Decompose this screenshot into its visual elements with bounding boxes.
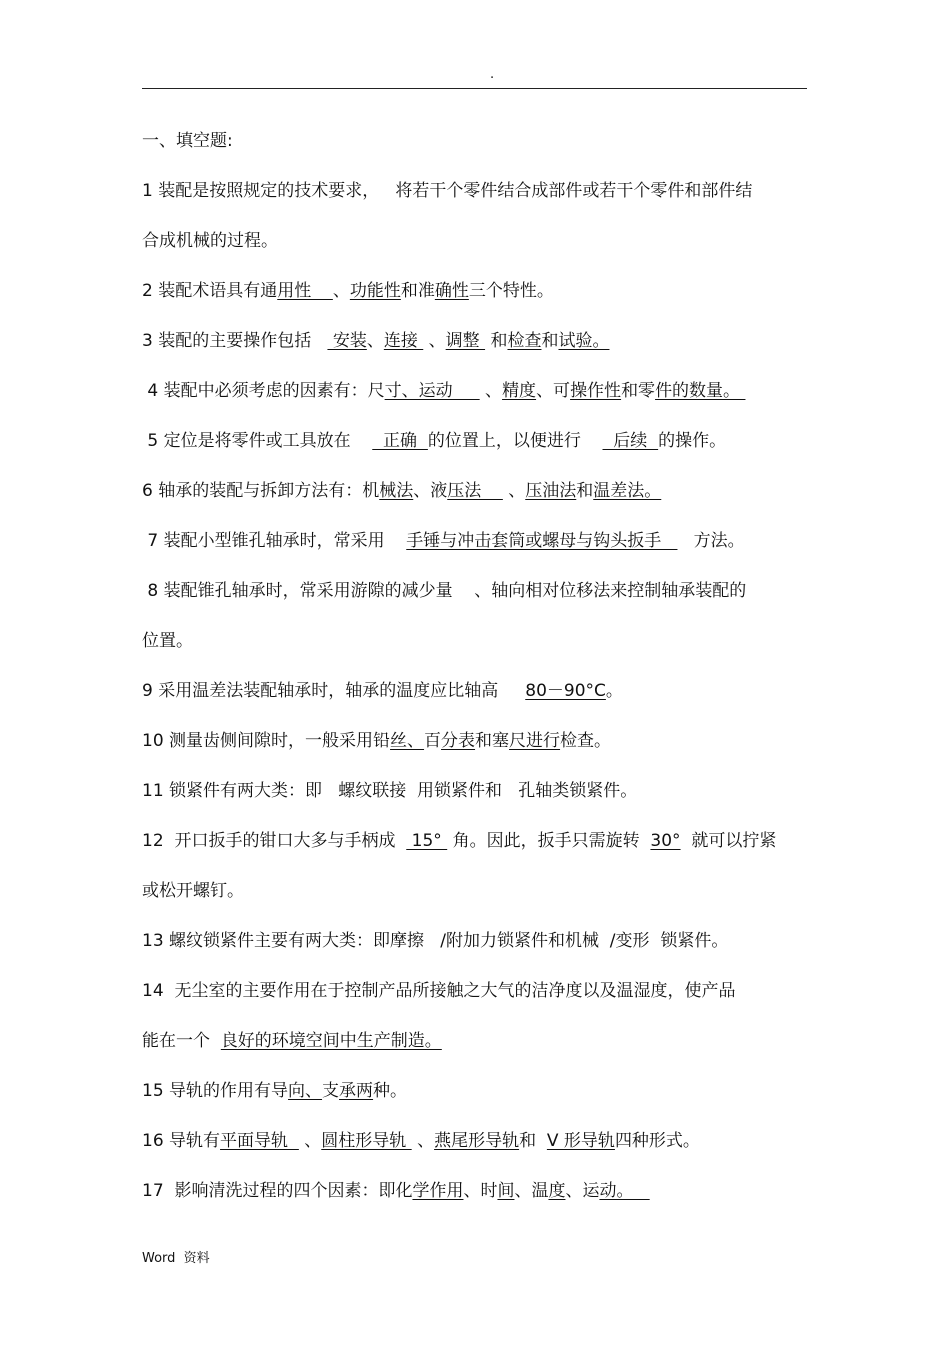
line-text: 11 锁紧件有两大类：即 螺纹联接 用锁紧件和 孔轴类锁紧件。 xyxy=(142,781,638,801)
line-text: 和 xyxy=(541,331,559,351)
answer-blank: 连接 xyxy=(383,331,424,351)
line-text: 7 装配小型锥孔轴承时，常采用 xyxy=(142,531,407,551)
answer-blank: 检查 xyxy=(507,331,542,351)
answer-blank: 丝、 xyxy=(390,731,425,751)
answer-blank: 精度 xyxy=(502,381,537,401)
line-text: 13 螺纹锁紧件主要有两大类：即摩擦 /附加力锁紧件和机械 /变形 锁紧件。 xyxy=(142,931,729,951)
line-text: 、 xyxy=(298,1131,322,1151)
answer-blank: 械法 xyxy=(379,481,414,501)
answer-blank: 承两 xyxy=(339,1081,374,1101)
answer-blank: 良好的环境空间中生产制造。 xyxy=(220,1031,442,1051)
answer-blank: 15° xyxy=(406,831,448,851)
answer-blank: 压油法 xyxy=(525,481,577,501)
answer-blank: 燕尾形导轨 xyxy=(434,1131,520,1151)
line-text: 12 开口扳手的钳口大多与手柄成 xyxy=(142,831,407,851)
line-text: 和 xyxy=(485,331,508,351)
text-line xyxy=(142,130,233,152)
answer-blank: 间 xyxy=(497,1181,515,1201)
line-text: 和 xyxy=(519,1131,547,1151)
line-text: 5 定位是将零件或工具放在 xyxy=(142,431,373,451)
line-text: 和准 xyxy=(400,281,435,301)
line-text: 百 xyxy=(424,731,442,751)
text-line xyxy=(142,880,244,902)
answer-blank: 安装 xyxy=(327,331,367,351)
text-line xyxy=(142,780,637,802)
line-text: 2 装配术语具有通 xyxy=(142,281,278,301)
answer-blank: 平面导轨 xyxy=(220,1131,299,1151)
line-text: 就可以拧紧 xyxy=(680,831,777,851)
answer-blank: 圆柱形导轨 xyxy=(321,1131,412,1151)
text-line xyxy=(142,280,554,302)
line-text: 、运 xyxy=(565,1181,600,1201)
line-text: 位置。 xyxy=(142,631,193,651)
answer-blank: 调整 xyxy=(445,331,486,351)
text-line xyxy=(142,1030,442,1052)
text-line xyxy=(142,1180,650,1202)
text-line xyxy=(142,380,745,402)
footer-label: Word 资料 xyxy=(142,1251,210,1266)
line-text: 1 装配是按照规定的技术要求， 将若干个零件结合成部件或若干个零件和部件结 xyxy=(142,181,753,201)
text-line xyxy=(142,930,728,952)
answer-blank: 确性 xyxy=(434,281,469,301)
line-text: 、 xyxy=(366,331,384,351)
line-text: 、 xyxy=(423,331,446,351)
line-text: 或松开螺钉。 xyxy=(142,881,244,901)
answer-blank: 温差法。 xyxy=(593,481,662,501)
answer-blank: 件的数量。 xyxy=(655,381,746,401)
answer-blank: 操作性 xyxy=(570,381,622,401)
text-line xyxy=(142,730,611,752)
answer-blank: 学作用 xyxy=(412,1181,464,1201)
line-text: 9 采用温差法装配轴承时，轴承的温度应比轴高 xyxy=(142,681,526,701)
line-text: 、温 xyxy=(514,1181,549,1201)
text-line xyxy=(142,1080,407,1102)
answer-blank: 手锤与冲击套筒或螺母与钩头扳手 xyxy=(406,531,678,551)
text-line xyxy=(142,430,726,452)
line-text: 种。 xyxy=(373,1081,408,1101)
line-text: 和塞 xyxy=(475,731,510,751)
header-mark: . xyxy=(490,67,495,82)
text-line xyxy=(142,980,735,1002)
line-text: 一、填空题: xyxy=(142,131,233,151)
answer-blank: 80－90°C xyxy=(525,681,606,701)
answer-blank: 后续 xyxy=(602,431,659,451)
answer-blank: 功能性 xyxy=(349,281,401,301)
line-text: 、可 xyxy=(536,381,571,401)
line-text: 10 测量齿侧间隙时，一般采用铅 xyxy=(142,731,391,751)
answer-blank: 压法 xyxy=(447,481,503,501)
line-text: 、 xyxy=(479,381,503,401)
line-text: 4 装配中必须考虑的因素有：尺 xyxy=(142,381,385,401)
line-text: 、 xyxy=(502,481,526,501)
answer-blank: 寸、运动 xyxy=(384,381,480,401)
text-line xyxy=(142,530,745,552)
line-text: 三个特性。 xyxy=(468,281,554,301)
line-text: 16 导轨有 xyxy=(142,1131,221,1151)
answer-blank: 尺进行 xyxy=(509,731,561,751)
line-text: 角。因此，扳手只需旋转 xyxy=(447,831,651,851)
text-line xyxy=(142,580,746,602)
text-line xyxy=(142,680,623,702)
text-line xyxy=(142,330,609,352)
line-text: 四种形式。 xyxy=(614,1131,700,1151)
answer-blank: 用性 xyxy=(277,281,333,301)
answer-blank: 正确 xyxy=(372,431,428,451)
line-text: 6 轴承的装配与拆卸方法有：机 xyxy=(142,481,380,501)
header-rule xyxy=(142,88,807,89)
line-text: 14 无尘室的主要作用在于控制产品所接触之大气的洁净度以及温湿度，使产品 xyxy=(142,981,736,1001)
answer-blank: 试验。 xyxy=(558,331,610,351)
line-text: 和 xyxy=(576,481,594,501)
line-text: 。 xyxy=(605,681,623,701)
line-text: 的操作。 xyxy=(658,431,727,451)
answer-blank: 向、 xyxy=(288,1081,323,1101)
line-text: 17 影响清洗过程的四个因素：即化 xyxy=(142,1181,413,1201)
line-text: 、液 xyxy=(413,481,448,501)
answer-blank: 度 xyxy=(548,1181,566,1201)
answer-blank: 30° xyxy=(650,831,681,851)
line-text: 8 装配锥孔轴承时，常采用游隙的减少量 、轴向相对位移法来控制轴承装配的 xyxy=(142,581,747,601)
text-line xyxy=(142,480,661,502)
line-text: 3 装配的主要操作包括 xyxy=(142,331,328,351)
line-text: 15 导轨的作用有导 xyxy=(142,1081,289,1101)
line-text: 和零 xyxy=(621,381,656,401)
line-text: 、时 xyxy=(463,1181,498,1201)
text-line xyxy=(142,830,776,852)
line-text: 支 xyxy=(322,1081,340,1101)
line-text: 合成机械的过程。 xyxy=(142,231,278,251)
text-line xyxy=(142,180,752,202)
line-text: 检查。 xyxy=(560,731,612,751)
answer-blank: 分表 xyxy=(441,731,476,751)
text-line xyxy=(142,230,278,252)
line-text: 的位置上，以便进行 xyxy=(427,431,603,451)
text-line xyxy=(142,630,193,652)
answer-blank: V 形导轨 xyxy=(546,1131,615,1151)
line-text: 方法。 xyxy=(677,531,745,551)
line-text: 能在一个 xyxy=(142,1031,221,1051)
answer-blank: 动。 xyxy=(599,1181,650,1201)
text-line xyxy=(142,1130,700,1152)
line-text: 、 xyxy=(411,1131,435,1151)
line-text: 、 xyxy=(332,281,350,301)
